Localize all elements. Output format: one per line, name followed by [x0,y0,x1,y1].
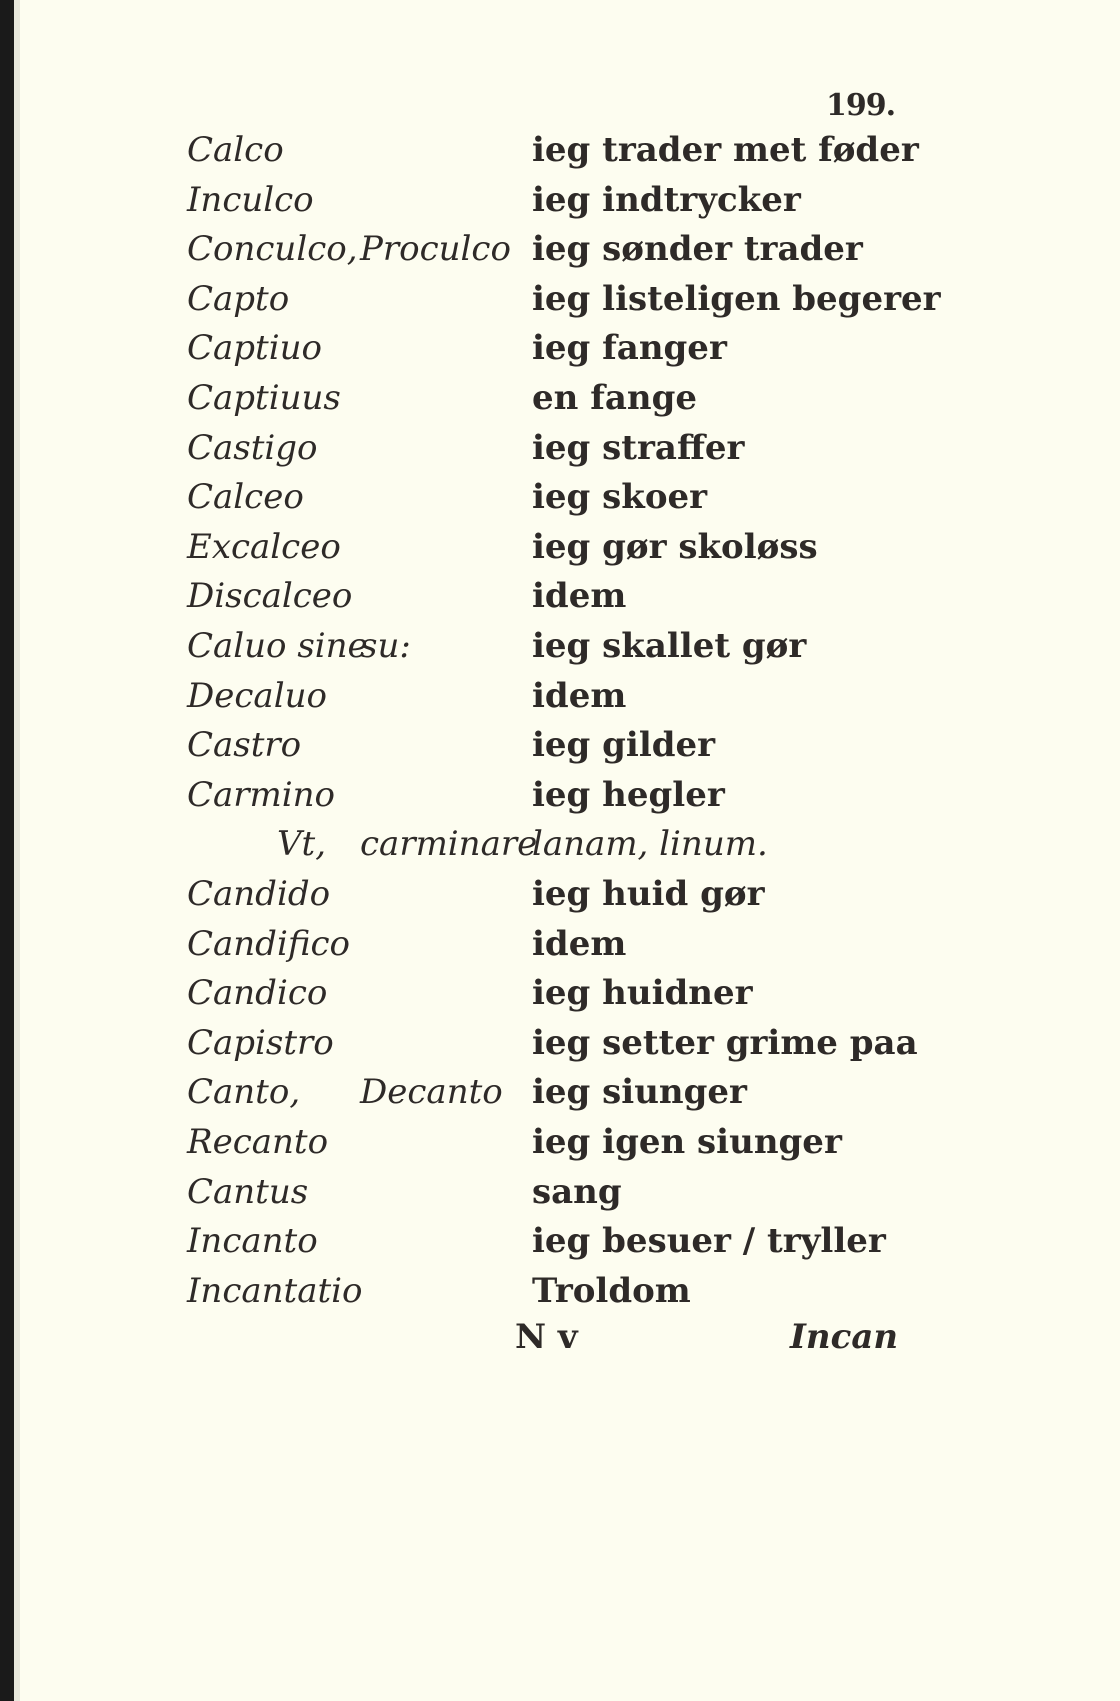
dictionary-entry [0,1167,1120,1217]
latin-variant: Proculco [360,229,511,269]
danish-gloss: ieg huid gør [532,874,765,914]
dictionary-entry [0,1216,1120,1266]
latin-headword: Capistro [187,1023,334,1063]
dictionary-entry [0,671,1120,721]
latin-headword: Caluo sine [187,626,368,666]
danish-gloss: ieg skallet gør [532,626,807,666]
danish-gloss: ieg igen siunger [532,1122,842,1162]
danish-gloss: ieg listeligen begerer [532,279,941,319]
dictionary-entry [0,869,1120,919]
danish-gloss: ieg setter grime paa [532,1023,918,1063]
latin-headword: Canto, [187,1072,301,1112]
latin-headword: Excalceo [187,527,341,567]
dictionary-entry [0,472,1120,522]
danish-gloss: lanam, linum. [532,824,768,864]
dictionary-entry [0,571,1120,621]
danish-gloss: ieg skoer [532,477,708,517]
dictionary-entry [0,1266,1120,1316]
latin-headword: Recanto [187,1122,329,1162]
dictionary-entry [0,423,1120,473]
latin-variant: carminare [360,824,538,864]
danish-gloss: ieg straffer [532,428,745,468]
dictionary-entry [0,770,1120,820]
latin-headword: Conculco, [187,229,358,269]
latin-headword: Castigo [187,428,318,468]
dictionary-entry [0,522,1120,572]
dictionary-entry [0,323,1120,373]
danish-gloss: ieg besuer / tryller [532,1221,886,1261]
danish-gloss: ieg trader met føder [532,130,919,170]
page-number: 199. [826,88,896,123]
danish-gloss: ieg gør skoløss [532,527,818,567]
danish-gloss: idem [532,576,627,616]
dictionary-entry [0,819,1120,869]
latin-headword: Discalceo [187,576,353,616]
signature-mark: N v [515,1317,578,1357]
dictionary-entry [0,125,1120,175]
danish-gloss: ieg hegler [532,775,725,815]
dictionary-entry [0,1018,1120,1068]
danish-gloss: ieg gilder [532,725,716,765]
dictionary-entry [0,373,1120,423]
latin-headword: Vt, [277,824,327,864]
dictionary-entry [0,621,1120,671]
latin-headword: Candido [187,874,331,914]
latin-headword: Cantus [187,1172,309,1212]
latin-headword: Captiuus [187,378,341,418]
latin-headword: Carmino [187,775,336,815]
danish-gloss: idem [532,676,627,716]
danish-gloss: ieg fanger [532,328,727,368]
danish-gloss: ieg indtrycker [532,180,801,220]
latin-headword: Inculco [187,180,314,220]
danish-gloss: en fange [532,378,697,418]
dictionary-entry [0,1117,1120,1167]
latin-headword: Candico [187,973,328,1013]
latin-headword: Incantatio [187,1271,363,1311]
dictionary-entry [0,1067,1120,1117]
dictionary-entry [0,274,1120,324]
dictionary-entry [0,919,1120,969]
latin-headword: Capto [187,279,290,319]
danish-gloss: ieg huidner [532,973,753,1013]
danish-gloss: ieg sønder trader [532,229,863,269]
dictionary-entry [0,175,1120,225]
latin-headword: Castro [187,725,302,765]
latin-headword: Decaluo [187,676,327,716]
latin-variant: Decanto [360,1072,503,1112]
danish-gloss: sang [532,1172,622,1212]
danish-gloss: idem [532,924,627,964]
danish-gloss: ieg siunger [532,1072,747,1112]
danish-gloss: Troldom [532,1271,691,1311]
latin-headword: Calco [187,130,284,170]
latin-headword: Candifico [187,924,351,964]
dictionary-entry [0,968,1120,1018]
latin-headword: Calceo [187,477,304,517]
latin-headword: Incanto [187,1221,318,1261]
dictionary-entry [0,224,1120,274]
latin-variant: su: [360,626,411,666]
latin-headword: Captiuo [187,328,322,368]
catchword: Incan [790,1317,899,1357]
dictionary-entry [0,720,1120,770]
